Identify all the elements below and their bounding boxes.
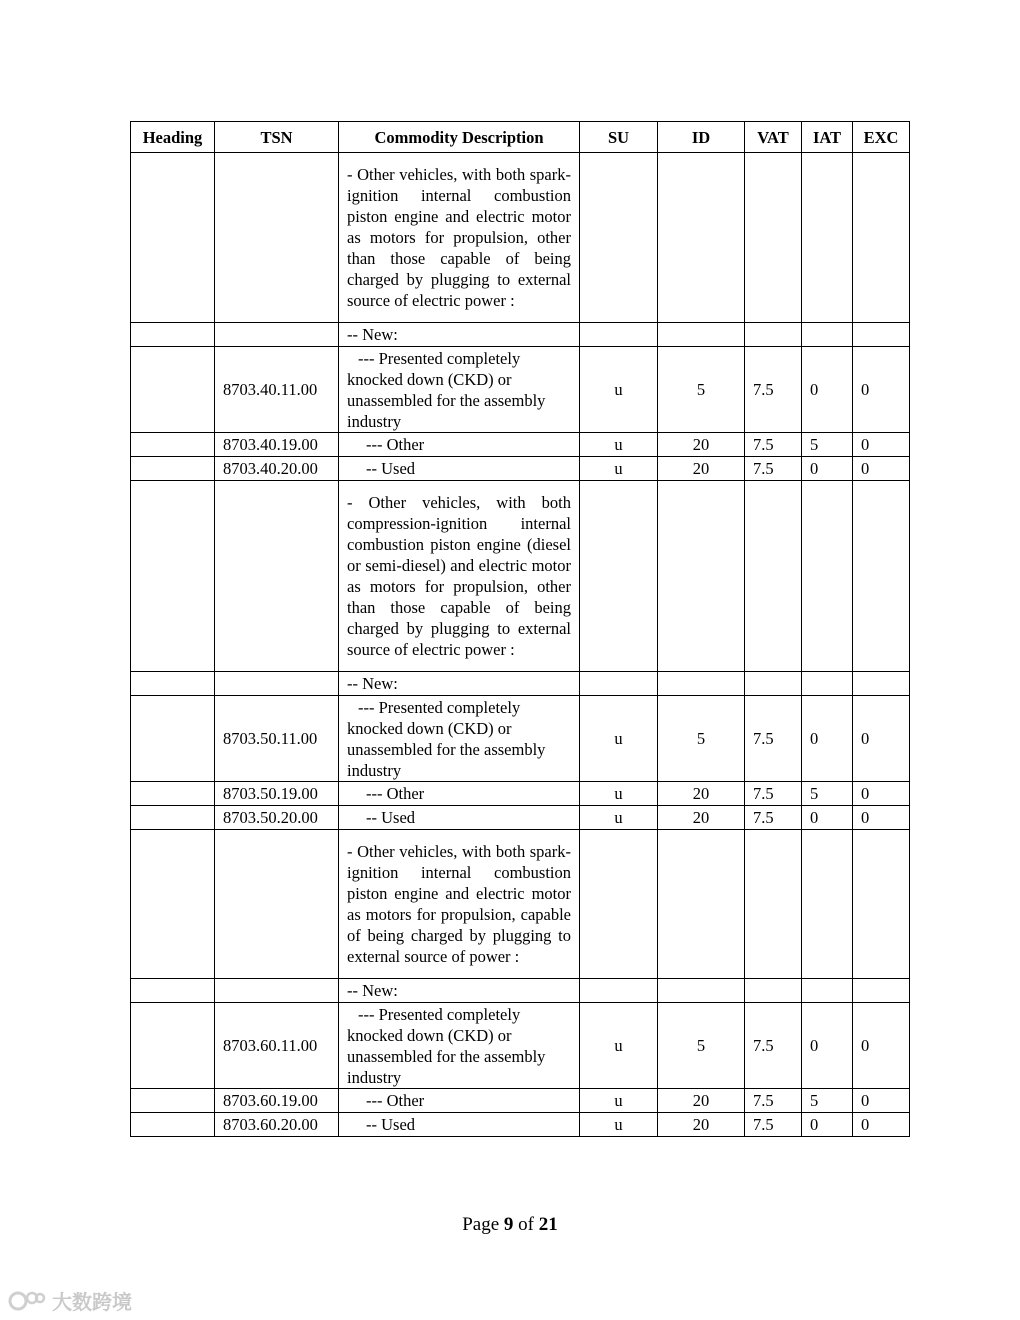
table-row: [131, 1089, 910, 1113]
tsn-code: 8703.60.11.00: [215, 1003, 339, 1089]
tsn-code: 8703.60.20.00: [215, 1113, 339, 1137]
item-description: --- Other: [339, 1089, 580, 1113]
item-description: --- Presented completely knocked down (CKD) or unassembled for the assembly industry: [339, 347, 580, 433]
table-row: [131, 672, 910, 696]
iat-value: 0: [802, 696, 853, 782]
tsn-code: 8703.40.19.00: [215, 433, 339, 457]
group-header-description: - Other vehicles, with both spark-ignition internal combustion piston engine and electric motor as motors for propulsion, capable of being charged by plugging to external source of power :: [339, 830, 580, 979]
item-description: -- Used: [339, 806, 580, 830]
su-value: u: [580, 347, 658, 433]
table-row: [131, 457, 910, 481]
iat-value: 0: [802, 806, 853, 830]
id-value: 20: [658, 806, 745, 830]
column-description: Commodity Description: [339, 122, 580, 153]
vat-value: 7.5: [745, 433, 802, 457]
column-tsn: TSN: [215, 122, 339, 153]
vat-value: 7.5: [745, 1089, 802, 1113]
exc-value: 0: [853, 347, 910, 433]
column-vat: VAT: [745, 122, 802, 153]
tsn-code: 8703.50.19.00: [215, 782, 339, 806]
item-description: --- Presented completely knocked down (CKD) or unassembled for the assembly industry: [339, 696, 580, 782]
table-row: [131, 433, 910, 457]
su-value: u: [580, 1003, 658, 1089]
id-value: 5: [658, 347, 745, 433]
id-value: 20: [658, 1113, 745, 1137]
id-value: 20: [658, 782, 745, 806]
iat-value: 5: [802, 433, 853, 457]
su-value: u: [580, 782, 658, 806]
iat-value: 0: [802, 457, 853, 481]
su-value: u: [580, 696, 658, 782]
vat-value: 7.5: [745, 347, 802, 433]
column-iat: IAT: [802, 122, 853, 153]
id-value: 20: [658, 433, 745, 457]
column-id: ID: [658, 122, 745, 153]
vat-value: 7.5: [745, 457, 802, 481]
watermark: [8, 1286, 132, 1315]
exc-value: 0: [853, 696, 910, 782]
iat-value: 5: [802, 1089, 853, 1113]
table-header-row: [131, 122, 910, 153]
id-value: 5: [658, 1003, 745, 1089]
item-description: --- Other: [339, 782, 580, 806]
id-value: 5: [658, 696, 745, 782]
su-value: u: [580, 1089, 658, 1113]
column-exc: EXC: [853, 122, 910, 153]
table-row: [131, 481, 910, 672]
page-of-label: of: [518, 1214, 534, 1235]
iat-value: 5: [802, 782, 853, 806]
item-description: -- Used: [339, 1113, 580, 1137]
exc-value: 0: [853, 1113, 910, 1137]
table-row: [131, 1003, 910, 1089]
new-label: -- New:: [339, 323, 580, 347]
page-total: 21: [538, 1214, 558, 1235]
item-description: --- Presented completely knocked down (CKD) or unassembled for the assembly industry: [339, 1003, 580, 1089]
exc-value: 0: [853, 433, 910, 457]
su-value: u: [580, 433, 658, 457]
tsn-code: 8703.40.20.00: [215, 457, 339, 481]
tsn-code: 8703.60.19.00: [215, 1089, 339, 1113]
exc-value: 0: [853, 457, 910, 481]
group-header-description: - Other vehicles, with both spark-ignition internal combustion piston engine and electric motor as motors for propulsion, other than those capable of being charged by plugging to external source of electric power :: [339, 153, 580, 323]
table-row: [131, 323, 910, 347]
vat-value: 7.5: [745, 696, 802, 782]
su-value: u: [580, 1113, 658, 1137]
watermark-text: 大数跨境: [52, 1290, 132, 1314]
id-value: 20: [658, 1089, 745, 1113]
table-row: [131, 830, 910, 979]
iat-value: 0: [802, 347, 853, 433]
tsn-code: 8703.40.11.00: [215, 347, 339, 433]
su-value: u: [580, 806, 658, 830]
vat-value: 7.5: [745, 1113, 802, 1137]
exc-value: 0: [853, 806, 910, 830]
item-description: --- Other: [339, 433, 580, 457]
tariff-table: [130, 121, 910, 1137]
table-row: [131, 782, 910, 806]
exc-value: 0: [853, 1003, 910, 1089]
iat-value: 0: [802, 1113, 853, 1137]
table-row: [131, 979, 910, 1003]
column-su: SU: [580, 122, 658, 153]
tsn-code: 8703.50.11.00: [215, 696, 339, 782]
new-label: -- New:: [339, 979, 580, 1003]
watermark-logo-icon: [8, 1289, 46, 1313]
vat-value: 7.5: [745, 782, 802, 806]
table-row: [131, 1113, 910, 1137]
table-row: [131, 696, 910, 782]
table-row: [131, 153, 910, 323]
vat-value: 7.5: [745, 1003, 802, 1089]
su-value: u: [580, 457, 658, 481]
page-prefix: Page: [462, 1214, 500, 1235]
page-footer: [0, 1214, 1020, 1236]
tsn-code: 8703.50.20.00: [215, 806, 339, 830]
iat-value: 0: [802, 1003, 853, 1089]
new-label: -- New:: [339, 672, 580, 696]
exc-value: 0: [853, 1089, 910, 1113]
table-row: [131, 806, 910, 830]
exc-value: 0: [853, 782, 910, 806]
id-value: 20: [658, 457, 745, 481]
item-description: -- Used: [339, 457, 580, 481]
column-heading: Heading: [131, 122, 215, 153]
table-row: [131, 347, 910, 433]
page-number: 9: [503, 1214, 514, 1235]
group-header-description: - Other vehicles, with both compression-ignition internal combustion piston engine (diesel or semi-diesel) and electric motor as motors for propulsion, other than those capable of being charged by plugging to external source of electric power :: [339, 481, 580, 672]
vat-value: 7.5: [745, 806, 802, 830]
